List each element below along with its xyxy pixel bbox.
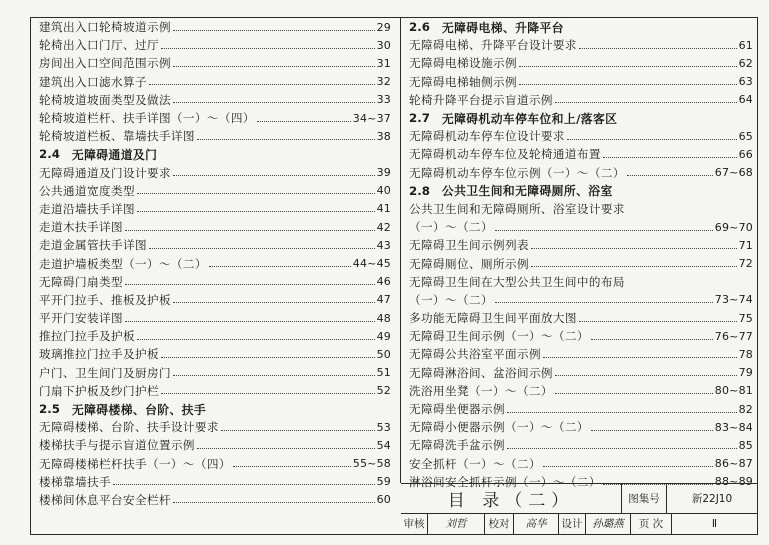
entry-title: 安全抓杆（一）～（二）: [409, 456, 541, 471]
toc-entry: [409, 200, 753, 218]
page-number: 86~87: [714, 457, 753, 471]
page-number: 32: [376, 75, 391, 89]
sheet-title: 目 录（二）: [401, 484, 622, 513]
page-number: 62: [738, 56, 753, 70]
dot-leader: [125, 321, 375, 322]
page-number: 46: [376, 275, 391, 289]
section-number: 2.8: [409, 183, 430, 198]
toc-entry: [39, 36, 391, 54]
design-signature: 孙璐燕: [586, 513, 631, 534]
entry-title: 无障碍机动车停车位设计要求: [409, 129, 565, 144]
dot-leader: [137, 211, 375, 212]
page-number: 71: [738, 238, 753, 252]
section-number: 2.7: [409, 111, 430, 126]
dot-leader: [591, 430, 713, 431]
entry-title: 无障碍淋浴间、盆浴间示例: [409, 365, 553, 380]
dot-leader: [579, 48, 737, 49]
entry-title: 走道沿墙扶手详图: [39, 201, 135, 216]
page-number: 82: [738, 402, 753, 416]
dot-leader: [257, 121, 351, 122]
page-number: 44~45: [352, 257, 391, 271]
dot-leader: [173, 302, 375, 303]
page-number: 38: [376, 129, 391, 143]
toc-section-heading: [409, 18, 753, 36]
toc-entry: [409, 400, 753, 418]
entry-title: 无障碍机动车停车位示例（一）～（二）: [409, 165, 625, 180]
page-number: 65: [738, 129, 753, 143]
page-number: 31: [376, 56, 391, 70]
toc-entry: [409, 418, 753, 436]
page-number: 59: [376, 475, 391, 489]
toc-entry: [39, 254, 391, 272]
page-number: 61: [738, 38, 753, 52]
toc-entry: [39, 73, 391, 91]
entry-title: 推拉门拉手及护板: [39, 329, 135, 344]
dot-leader: [543, 466, 713, 467]
toc-entry: [39, 491, 391, 509]
page-number: 63: [738, 75, 753, 89]
dot-leader: [567, 139, 737, 140]
dot-leader: [173, 502, 375, 503]
page-number: 48: [376, 311, 391, 325]
page-number: 54: [376, 438, 391, 452]
toc-entry: [39, 309, 391, 327]
dot-leader: [125, 284, 375, 285]
dot-leader: [161, 48, 375, 49]
entry-title: 户门、卫生间门及厨房门: [39, 365, 171, 380]
page-number: 73~74: [714, 293, 753, 307]
page-number: 52: [376, 384, 391, 398]
dot-leader: [173, 102, 375, 103]
section-number: 2.5: [39, 402, 60, 417]
page-number: 55~58: [352, 457, 391, 471]
entry-title: 无障碍厕位、厕所示例: [409, 256, 529, 271]
dot-leader: [173, 30, 375, 31]
entry-title: 无障碍坐便器示例: [409, 402, 505, 417]
toc-left-column: [39, 18, 391, 509]
dot-leader: [543, 357, 737, 358]
dot-leader: [137, 339, 375, 340]
page-number: 67~68: [714, 166, 753, 180]
toc-entry: [409, 73, 753, 91]
dot-leader: [555, 393, 713, 394]
entry-title: 无障碍洗手盆示例: [409, 438, 505, 453]
page-number: 33: [376, 93, 391, 107]
toc-entry: [409, 291, 753, 309]
toc-entry: [39, 345, 391, 363]
toc-entry: [409, 455, 753, 473]
toc-entry: [39, 364, 391, 382]
toc-entry: [39, 18, 391, 36]
toc-entry: [39, 182, 391, 200]
toc-section-heading: [409, 182, 753, 200]
entry-title: 公共卫生间和无障碍厕所、浴室: [441, 184, 613, 199]
toc-entry: [39, 455, 391, 473]
page-number: 39: [376, 166, 391, 180]
page-number: 50: [376, 347, 391, 361]
entry-title: 洗浴用坐凳（一）～（二）: [409, 383, 553, 398]
entry-title: 无障碍楼梯、台阶、扶手设计要求: [39, 420, 219, 435]
toc-entry: [409, 54, 753, 72]
page-number: 88~89: [714, 475, 753, 489]
page-number: 64: [738, 93, 753, 107]
dot-leader: [161, 357, 375, 358]
entry-title: 无障碍电梯、升降平台: [441, 20, 564, 35]
entry-title: （一）～（二）: [409, 220, 493, 235]
dot-leader: [149, 84, 375, 85]
entry-title: 轮椅坡道栏板、靠墙扶手详图: [39, 129, 195, 144]
page-number: 41: [376, 202, 391, 216]
dot-leader: [173, 66, 375, 67]
toc-entry: [39, 218, 391, 236]
page-number: 83~84: [714, 420, 753, 434]
toc-entry: [39, 54, 391, 72]
drawing-frame: [30, 17, 758, 535]
page-number: 69~70: [714, 220, 753, 234]
entry-title: 无障碍机动车停车位和上/落客区: [441, 111, 618, 126]
entry-title: 无障碍通道及门设计要求: [39, 165, 171, 180]
page-number: 80~81: [714, 384, 753, 398]
dot-leader: [579, 321, 737, 322]
toc-entry: [409, 218, 753, 236]
toc-entry: [409, 273, 753, 291]
page-number: 47: [376, 293, 391, 307]
entry-title: 轮椅坡道坡面类型及做法: [39, 92, 171, 107]
column-divider: [400, 18, 401, 483]
page-number: 42: [376, 220, 391, 234]
dot-leader: [137, 193, 375, 194]
page-number: 79: [738, 366, 753, 380]
section-number: 2.6: [409, 20, 430, 35]
dot-leader: [495, 230, 713, 231]
toc-entry: [409, 382, 753, 400]
toc-entry: [409, 345, 753, 363]
entry-title: 建筑出入口滤水算子: [39, 74, 147, 89]
entry-title: 走道金属管扶手详图: [39, 238, 147, 253]
dot-leader: [591, 339, 713, 340]
dot-leader: [125, 230, 375, 231]
dot-leader: [161, 393, 375, 394]
entry-title: 楼梯间休息平台安全栏杆: [39, 492, 171, 507]
toc-entry: [39, 91, 391, 109]
toc-entry: [39, 164, 391, 182]
dot-leader: [495, 302, 713, 303]
entry-title: 无障碍卫生间在大型公共卫生间中的布局: [409, 274, 625, 289]
page-number: 60: [376, 493, 391, 507]
dot-leader: [603, 157, 737, 158]
toc-entry: [409, 145, 753, 163]
page-number: 43: [376, 238, 391, 252]
entry-title: 平开门拉手、推板及护板: [39, 292, 171, 307]
toc-entry: [39, 382, 391, 400]
dot-leader: [113, 484, 375, 485]
page-number: 51: [376, 366, 391, 380]
page-number: 30: [376, 38, 391, 52]
toc-entry: [39, 418, 391, 436]
page-number: 75: [738, 311, 753, 325]
entry-title: 淋浴间安全抓杆示例（一）～（二）: [409, 474, 601, 489]
toc-entry: [409, 36, 753, 54]
toc-entry: [39, 200, 391, 218]
review-label: 审核: [401, 513, 428, 534]
entry-title: 无障碍电梯设施示例: [409, 56, 517, 71]
entry-title: 楼梯扶手与提示盲道位置示例: [39, 438, 195, 453]
entry-title: 轮椅出入口门厅、过厅: [39, 38, 159, 53]
page-number: 78: [738, 347, 753, 361]
toc-entry: [409, 164, 753, 182]
entry-title: 无障碍电梯、升降平台设计要求: [409, 38, 577, 53]
dot-leader: [507, 412, 737, 413]
entry-title: 无障碍卫生间示例（一）～（二）: [409, 329, 589, 344]
dot-leader: [555, 375, 737, 376]
entry-title: 无障碍门扇类型: [39, 274, 123, 289]
toc-entry: [39, 436, 391, 454]
page-number: 49: [376, 329, 391, 343]
entry-title: 无障碍卫生间示例列表: [409, 238, 529, 253]
dot-leader: [197, 448, 375, 449]
dot-leader: [519, 66, 737, 67]
entry-title: 无障碍机动车停车位及轮椅通道布置: [409, 147, 601, 162]
entry-title: 公共卫生间和无障碍厕所、浴室设计要求: [409, 201, 625, 216]
toc-entry: [409, 327, 753, 345]
check-label: 校对: [485, 513, 514, 534]
toc-entry: [39, 273, 391, 291]
page-number: 53: [376, 420, 391, 434]
entry-title: 轮椅升降平台提示盲道示例: [409, 92, 553, 107]
page-number: 40: [376, 184, 391, 198]
entry-title: 无障碍楼梯、台阶、扶手: [71, 402, 207, 417]
dot-leader: [531, 248, 737, 249]
toc-entry: [409, 127, 753, 145]
dot-leader: [531, 266, 737, 267]
page-number: Ⅱ: [711, 517, 718, 530]
page-number: 85: [738, 438, 753, 452]
entry-title: 门扇下护板及纱门护栏: [39, 383, 159, 398]
toc-entry: [409, 236, 753, 254]
atlas-label: 图集号: [622, 484, 667, 513]
entry-title: 无障碍电梯轴侧示例: [409, 74, 517, 89]
entry-title: 无障碍楼梯栏杆扶手（一）～（四）: [39, 456, 231, 471]
dot-leader: [197, 139, 375, 140]
entry-title: 公共通道宽度类型: [39, 183, 135, 198]
entry-title: 无障碍公共浴室平面示例: [409, 347, 541, 362]
toc-entry: [39, 127, 391, 145]
toc-entry: [39, 473, 391, 491]
dot-leader: [173, 375, 375, 376]
page-number: 66: [738, 147, 753, 161]
dot-leader: [627, 175, 713, 176]
design-label: 设计: [559, 513, 586, 534]
page-label: 页 次: [631, 513, 672, 534]
entry-title: 走道护墙板类型（一）～（二）: [39, 256, 207, 271]
entry-title: 玻璃推拉门拉手及护板: [39, 347, 159, 362]
entry-title: 多功能无障碍卫生间平面放大图: [409, 311, 577, 326]
toc-entry: [39, 109, 391, 127]
page-number: 29: [376, 20, 391, 34]
page-number: 76~77: [714, 329, 753, 343]
toc-entry: [39, 327, 391, 345]
section-number: 2.4: [39, 147, 60, 162]
entry-title: 轮椅坡道栏杆、扶手详图（一）～（四）: [39, 111, 255, 126]
dot-leader: [149, 248, 375, 249]
toc-section-heading: [39, 145, 391, 163]
toc-entry: [39, 291, 391, 309]
toc-entry: [409, 436, 753, 454]
dot-leader: [233, 466, 351, 467]
title-block: [401, 483, 757, 534]
dot-leader: [519, 84, 737, 85]
toc-right-column: [409, 18, 753, 491]
page-number: 34~37: [352, 111, 391, 125]
entry-title: 平开门安装详图: [39, 311, 123, 326]
entry-title: 走道木扶手详图: [39, 220, 123, 235]
dot-leader: [507, 448, 737, 449]
dot-leader: [209, 266, 351, 267]
atlas-number: 新22J10: [691, 493, 733, 505]
entry-title: 建筑出入口轮椅坡道示例: [39, 20, 171, 35]
entry-title: （一）～（二）: [409, 292, 493, 307]
page-number: 72: [738, 257, 753, 271]
dot-leader: [555, 102, 737, 103]
toc-entry: [409, 309, 753, 327]
entry-title: 房间出入口空间范围示例: [39, 56, 171, 71]
entry-title: 无障碍小便器示例（一）～（二）: [409, 420, 589, 435]
toc-entry: [39, 236, 391, 254]
review-signature: 刘哲: [428, 513, 485, 534]
entry-title: 楼梯靠墙扶手: [39, 474, 111, 489]
entry-title: 无障碍通道及门: [71, 147, 158, 162]
dot-leader: [221, 430, 375, 431]
toc-section-heading: [39, 400, 391, 418]
dot-leader: [173, 175, 375, 176]
toc-section-heading: [409, 109, 753, 127]
toc-entry: [409, 364, 753, 382]
toc-entry: [409, 91, 753, 109]
check-signature: 高华: [514, 513, 559, 534]
toc-entry: [409, 254, 753, 272]
